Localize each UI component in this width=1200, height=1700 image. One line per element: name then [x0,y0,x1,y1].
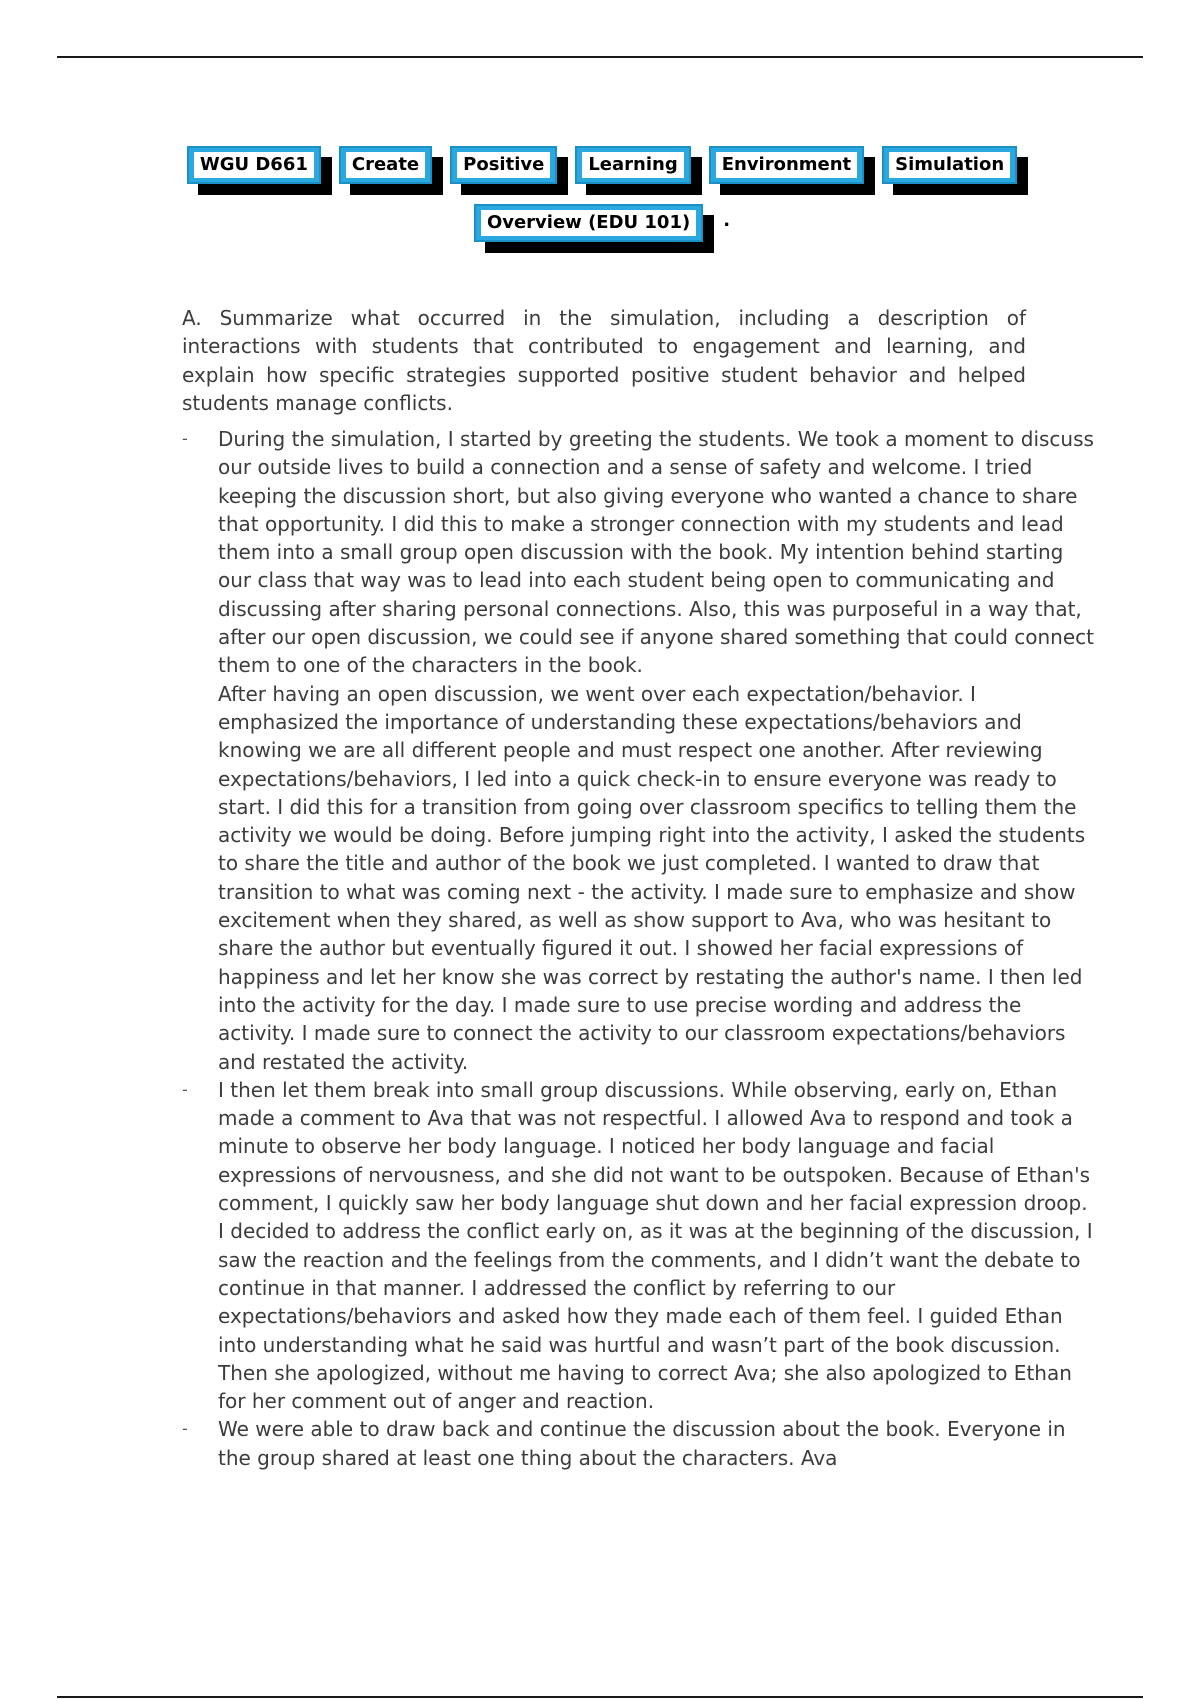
title-row-1 [182,146,1022,184]
answer-paragraph: We were able to draw back and continue the discussion about the book. Everyone in the group shared at least one thing about the characters. Ava [218,1417,1066,1470]
question-prompt: A. Summarize what occurred in the simulation, including a description of interactions with students that contributed to engagement and learning, and explain how specific strategies supported positive student behavior and helped students manage conflicts. [182,306,1026,416]
title-word: Positive [457,152,550,178]
title-word: Overview (EDU 101) [481,210,696,236]
bullet-marker: - [182,1079,188,1099]
title-word-chip [339,146,432,184]
title-period: . [723,210,731,231]
answer-paragraph: I then let them break into small group discussions. While observing, early on, Ethan made a comment to Ava that was not respectful. I allowed Ava to respond and took a minute to observe her body language. I noticed her body language and facial expressions of nervousness, and she did not want to be outspoken. Because of Ethan's comment, I quickly saw her body language shut down and her facial expression droop. I decided to address the conflict early on, as it was at the beginning of the discussion, I saw the reaction and the feelings from the comments, and I didn’t want the debate to continue in that manner. I addressed the conflict by referring to our expectations/behaviors and asked how they made each of them feel. I guided Ethan into understanding what he said was hurtful and wasn’t part of the book discussion. Then she apologized, without me having to correct Ava; she also apologized to Ethan for her comment out of anger and reaction. [218,1077,1093,1414]
footer-rule [57,1696,1143,1698]
title-word-chip [474,204,703,242]
answer-list [182,425,1094,1472]
bullet-marker: - [182,429,188,448]
list-item [182,1415,1094,1472]
title-word: Learning [582,152,683,178]
title-word: WGU D661 [194,152,314,178]
list-item [182,425,1094,1076]
title-row-2 [182,204,1022,242]
title-word-chip [450,146,557,184]
title-word: Simulation [889,152,1010,178]
answer-paragraph: During the simulation, I started by greeting the students. We took a moment to discuss our outside lives to build a connection and a sense of safety and welcome. I tried keeping the discussion short, but also giving everyone who wanted a chance to share that opportunity. I did this to make a stronger connection with my students and lead them into a small group open discussion with the book. My intention behind starting our class that way was to lead into each student being open to communicating and discussing after sharing personal connections. Also, this was purposeful in a way that, after our open discussion, we could see if anyone shared something that could connect them to one of the characters in the book. [218,427,1094,678]
answer-paragraph: After having an open discussion, we went over each expectation/behavior. I emphasized the importance of understanding these expectations/behaviors and knowing we are all different people and must respect one another. After reviewing expectations/behaviors, I led into a quick check-in to ensure everyone was ready to start. I did this for a transition from going over classroom specifics to telling them the activity we would be doing. Before jumping right into the activity, I asked the students to share the title and author of the book we just completed. I wanted to draw that transition to what was coming next - the activity. I made sure to emphasize and show excitement when they shared, as well as show support to Ava, who was hesitant to share the author but eventually figured it out. I showed her facial expressions of happiness and let her know she was correct by restating the author's name. I then led into the activity for the day. I made sure to use precise wording and address the activity. I made sure to connect the activity to our classroom expectations/behaviors and restated the activity. [218,681,1086,1074]
title-word-chip [575,146,690,184]
title-word: Environment [716,152,857,178]
title-word-chip [187,146,321,184]
list-item [182,1076,1094,1416]
title-word-chip [882,146,1017,184]
title-word-chip [709,146,864,184]
bullet-marker: - [182,1419,188,1439]
header-rule [57,56,1143,58]
document-title [182,146,1022,242]
title-word: Create [346,152,425,178]
